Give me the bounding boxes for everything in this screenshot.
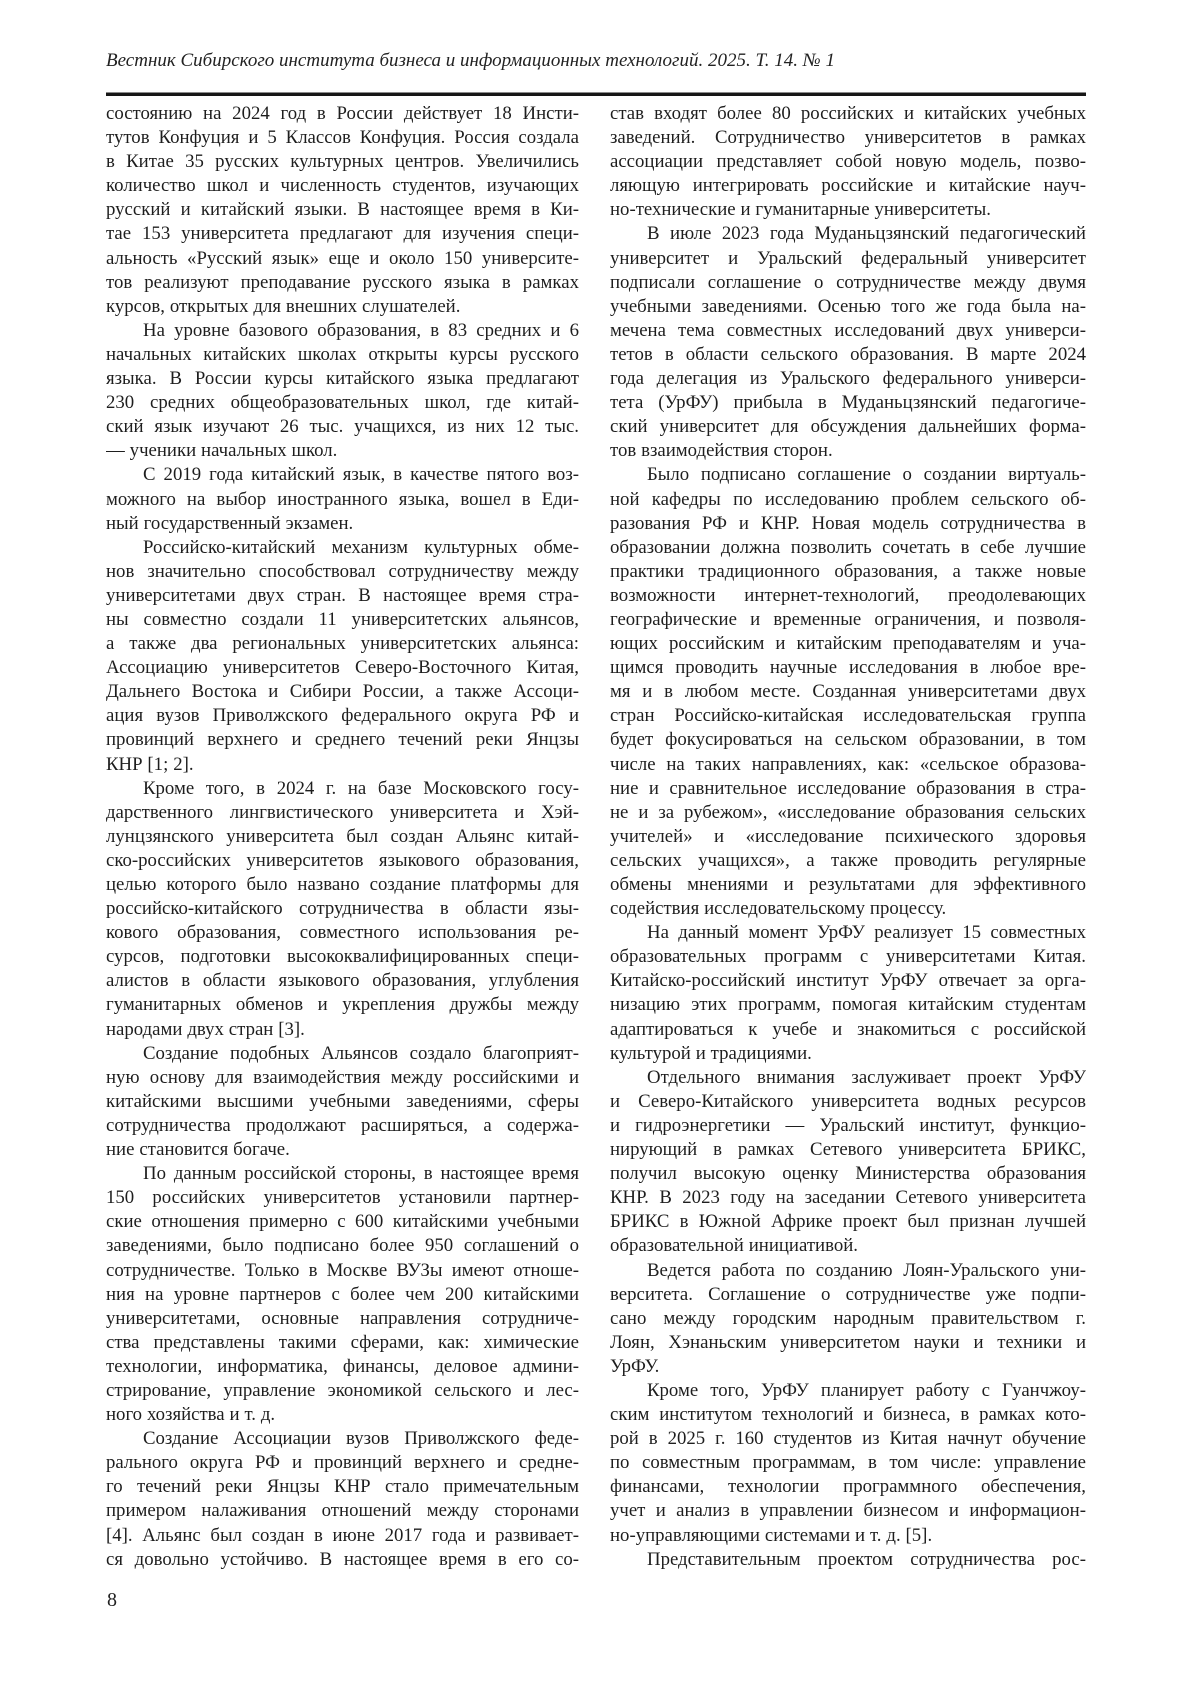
text-line: рального округа РФ и провинций верхнего и средне- bbox=[106, 1452, 579, 1474]
text-line: сотрудничества продолжают расширяться, а содержа- bbox=[106, 1114, 579, 1136]
text-line: БРИКС в Южной Африке проект был признан лучшей bbox=[610, 1211, 1086, 1233]
text-line: заведениями, было подписано более 950 соглашений о bbox=[106, 1235, 579, 1257]
header-rule bbox=[106, 92, 1086, 96]
text-line: практики традиционного образования, а также новые bbox=[610, 560, 1086, 582]
text-line: лунцзянского университета был создан Альянс китай- bbox=[106, 825, 579, 847]
text-line: 150 российских университетов установили партнер- bbox=[106, 1187, 579, 1209]
text-line: подписали соглашение о сотрудничестве между двумя bbox=[610, 271, 1086, 293]
text-line: тета (УрФУ) прибыла в Муданьцзянский педагогиче- bbox=[610, 392, 1086, 414]
text-line: начальных китайских школах открыты курсы русского bbox=[106, 343, 579, 365]
text-line: сурсов, подготовки высококвалифицированных специ- bbox=[106, 946, 579, 968]
article-body bbox=[106, 102, 1086, 1572]
text-line: В июле 2023 года Муданьцзянский педагогический bbox=[647, 223, 1086, 245]
text-line: технологии, информатика, финансы, деловое админи- bbox=[106, 1355, 579, 1377]
journal-title: Вестник Сибирского института бизнеса и информационных технологий. 2025. Т. 14. № 1 bbox=[106, 50, 835, 71]
text-line: в Китае 35 русских культурных центров. Увеличились bbox=[106, 151, 579, 173]
text-line: языка. В России курсы китайского языка предлагают bbox=[106, 368, 579, 390]
paragraph bbox=[610, 1259, 1086, 1379]
text-line: стрирование, управление экономикой сельского и лес- bbox=[106, 1379, 579, 1401]
text-line: образовательных программ с университетами Китая. bbox=[610, 946, 1086, 968]
text-line: тае 153 университета предлагают для изучения специ- bbox=[106, 223, 579, 245]
text-line: и гидроэнергетики — Уральский институт, функцио- bbox=[610, 1114, 1086, 1136]
text-line: С 2019 года китайский язык, в качестве пятого воз- bbox=[143, 464, 579, 486]
paragraph bbox=[106, 1162, 579, 1427]
text-line: не и за рубежом», «исследование образования сельских bbox=[610, 801, 1086, 823]
text-line: Кроме того, в 2024 г. на базе Московского госу- bbox=[143, 777, 579, 799]
text-line: Было подписано соглашение о создании виртуаль- bbox=[647, 464, 1086, 486]
text-line: числе на таких направлениях, как: «сельское образова- bbox=[610, 753, 1086, 775]
text-line: учебными заведениями. Осенью того же года была на- bbox=[610, 295, 1086, 317]
text-line: ны совместно создали 11 университетских альянсов, bbox=[106, 608, 579, 630]
paragraph bbox=[106, 777, 579, 1042]
text-line: ляющую интегрировать российские и китайские науч- bbox=[610, 175, 1086, 197]
text-line: ские отношения примерно с 600 китайскими учебными bbox=[106, 1211, 579, 1233]
text-line: гуманитарных обменов и укрепления дружбы между bbox=[106, 994, 579, 1016]
text-line: щимся проводить научные исследования в любое вре- bbox=[610, 657, 1086, 679]
text-line: образовании должна позволить сочетать в себе лучшие bbox=[610, 536, 1086, 558]
text-line: Ассоциацию университетов Северо-Восточного Китая, bbox=[106, 657, 579, 679]
right-column bbox=[610, 102, 1086, 1572]
text-line: ной кафедры по исследованию проблем сельского об- bbox=[610, 488, 1086, 510]
text-line: Российско-китайский механизм культурных обме- bbox=[143, 536, 579, 558]
text-line: образовательной инициативой. bbox=[610, 1235, 858, 1257]
text-line: географические и временные ограничения, и позволя- bbox=[610, 608, 1086, 630]
text-line: возможности интернет-технологий, преодолевающих bbox=[610, 584, 1086, 606]
text-line: алистов в области языкового образования, углубления bbox=[106, 970, 579, 992]
text-line: а также два региональных университетских альянса: bbox=[106, 633, 579, 655]
text-line: количество школ и численность студентов, изучающих bbox=[106, 175, 579, 197]
paragraph bbox=[610, 463, 1086, 921]
paragraph bbox=[610, 1379, 1086, 1548]
text-line: тутов Конфуция и 5 Классов Конфуция. Россия создала bbox=[106, 127, 579, 149]
text-line: содействия исследовательскому процессу. bbox=[610, 898, 947, 920]
paragraph bbox=[106, 1042, 579, 1162]
text-line: курсов, открытых для внешних слушателей. bbox=[106, 295, 461, 317]
text-line: Отдельного внимания заслуживает проект УрФУ bbox=[647, 1066, 1086, 1088]
page-footer bbox=[107, 1589, 117, 1612]
text-line: [4]. Альянс был создан в июне 2017 года и развивает- bbox=[106, 1524, 579, 1546]
text-line: ние и сравнительное исследование образования в стра- bbox=[610, 777, 1086, 799]
text-line: целью которого было названо создание платформы для bbox=[106, 874, 579, 895]
text-line: ства представлены такими сферами, как: химические bbox=[106, 1331, 579, 1353]
text-line: КНР. В 2023 году на заседании Сетевого университета bbox=[610, 1187, 1086, 1209]
page-number: 8 bbox=[107, 1589, 117, 1611]
text-line: ско-российских университетов языкового образования, bbox=[106, 849, 579, 871]
text-line: — ученики начальных школ. bbox=[106, 440, 338, 462]
text-line: альность «Русский язык» еще и около 150 университе- bbox=[106, 247, 579, 269]
text-line: года делегация из Уральского федерального универси- bbox=[610, 368, 1086, 390]
text-line: Создание подобных Альянсов создало благоприят- bbox=[143, 1042, 579, 1064]
text-line: На уровне базового образования, в 83 средних и 6 bbox=[143, 319, 579, 341]
text-line: нов значительно способствовал сотрудничеству между bbox=[106, 560, 579, 582]
text-line: го течений реки Янцзы КНР стало примечательным bbox=[106, 1476, 579, 1498]
text-line: ация вузов Приволжского федерального округа РФ и bbox=[106, 705, 579, 727]
text-line: разования РФ и КНР. Новая модель сотрудничества в bbox=[610, 512, 1086, 534]
text-line: мя и в любом месте. Созданная университетами двух bbox=[610, 681, 1086, 703]
paragraph bbox=[610, 102, 1086, 222]
text-line: ский университет для обсуждения дальнейших форма- bbox=[610, 416, 1086, 438]
paragraph bbox=[106, 1427, 579, 1572]
text-line: Создание Ассоциации вузов Приволжского феде- bbox=[143, 1428, 579, 1450]
text-line: став входят более 80 российских и китайских учебных bbox=[610, 103, 1086, 124]
text-line: низацию этих программ, помогая китайским студентам bbox=[610, 994, 1086, 1016]
text-line: сано между городским народным правительством г. bbox=[610, 1307, 1086, 1329]
text-line: сотрудничестве. Только в Москве ВУЗы имеют отноше- bbox=[106, 1259, 579, 1281]
paragraph bbox=[610, 1548, 1086, 1572]
text-line: ассоциации представляет собой новую модель, позво- bbox=[610, 151, 1086, 173]
text-line: сельских учащихся», а также проводить регулярные bbox=[610, 849, 1086, 871]
text-line: и Северо-Китайского университета водных ресурсов bbox=[610, 1090, 1086, 1112]
text-line: учет и анализ в управлении бизнесом и информацион- bbox=[610, 1500, 1086, 1522]
paragraph bbox=[610, 921, 1086, 1066]
text-line: кового образования, совместного использования ре- bbox=[106, 922, 579, 944]
text-line: УрФУ. bbox=[610, 1355, 660, 1377]
text-line: нирующий в рамках Сетевого университета БРИКС, bbox=[610, 1139, 1086, 1161]
text-line: культурой и традициями. bbox=[610, 1042, 812, 1064]
text-line: Кроме того, УрФУ планирует работу с Гуанчжоу- bbox=[647, 1379, 1086, 1401]
text-line: Лоян, Хэнаньским университетом науки и техники и bbox=[610, 1331, 1086, 1353]
text-line: КНР [1; 2]. bbox=[106, 753, 194, 775]
text-line: финансами, технологии программного обеспечения, bbox=[610, 1476, 1086, 1498]
text-line: ющих российским и китайским преподавателям и уча- bbox=[610, 633, 1086, 655]
text-line: народами двух стран [3]. bbox=[106, 1018, 305, 1040]
text-line: тов реализуют преподавание русского языка в рамках bbox=[106, 271, 579, 293]
text-line: ский язык изучают 26 тыс. учащихся, из них 12 тыс. bbox=[106, 416, 579, 438]
text-line: ную основу для взаимодействия между российскими и bbox=[106, 1066, 579, 1088]
text-line: ние становится богаче. bbox=[106, 1139, 290, 1161]
text-line: ный государственный экзамен. bbox=[106, 512, 354, 534]
text-line: Ведется работа по созданию Лоян-Уральского уни- bbox=[647, 1259, 1086, 1281]
text-line: но-управляющими системами и т. д. [5]. bbox=[610, 1524, 933, 1546]
paragraph bbox=[106, 102, 579, 319]
paragraph bbox=[610, 1066, 1086, 1259]
text-line: стран Российско-китайская исследовательская группа bbox=[610, 705, 1086, 727]
text-line: Представительным проектом сотрудничества рос- bbox=[647, 1548, 1086, 1570]
text-line: Китайско-российский институт УрФУ отвечает за орга- bbox=[610, 970, 1086, 992]
text-line: китайскими высшими учебными заведениями, сферы bbox=[106, 1090, 579, 1112]
text-line: ного хозяйства и т. д. bbox=[106, 1404, 276, 1426]
paragraph bbox=[106, 463, 579, 535]
text-line: тетов в области сельского образования. В марте 2024 bbox=[610, 343, 1086, 365]
text-line: можного на выбор иностранного языка, вошел в Еди- bbox=[106, 488, 579, 510]
paragraph bbox=[106, 319, 579, 464]
text-line: Дальнего Востока и Сибири России, а также Ассоци- bbox=[106, 681, 579, 703]
text-line: дарственного лингвистического университета и Хэй- bbox=[106, 801, 579, 823]
text-line: На данный момент УрФУ реализует 15 совместных bbox=[647, 922, 1086, 944]
text-line: университетами двух стран. В настоящее время стра- bbox=[106, 584, 579, 606]
text-line: верситета. Соглашение о сотрудничестве уже подпи- bbox=[610, 1283, 1086, 1305]
text-line: российско-китайского сотрудничества в области язы- bbox=[106, 898, 579, 920]
text-line: провинций верхнего и среднего течений реки Янцзы bbox=[106, 729, 579, 751]
text-line: тов взаимодействия сторон. bbox=[610, 440, 833, 462]
text-line: русский и китайский языки. В настоящее время в Ки- bbox=[106, 199, 579, 221]
text-line: но-технические и гуманитарные университеты. bbox=[610, 199, 991, 221]
paragraph bbox=[610, 222, 1086, 463]
text-line: заведений. Сотрудничество университетов в рамках bbox=[610, 127, 1086, 149]
text-line: будет фокусироваться на сельском образовании, в том bbox=[610, 729, 1086, 751]
left-column bbox=[106, 102, 579, 1572]
text-line: ся довольно устойчиво. В настоящее время в его со- bbox=[106, 1548, 579, 1570]
text-line: По данным российской стороны, в настоящее время bbox=[143, 1163, 579, 1185]
text-line: мечена тема совместных исследований двух универси- bbox=[610, 319, 1086, 341]
text-line: ния на уровне партнеров с более чем 200 китайскими bbox=[106, 1283, 579, 1305]
text-line: по совместным программам, в том числе: управление bbox=[610, 1452, 1086, 1474]
paragraph bbox=[106, 536, 579, 777]
text-line: адаптироваться к учебе и знакомиться с российской bbox=[610, 1018, 1086, 1040]
text-line: состоянию на 2024 год в России действует 18 Инсти- bbox=[106, 103, 579, 124]
text-line: обмены мнениями и результатами для эффективного bbox=[610, 874, 1086, 895]
text-line: примером налаживания отношений между сторонами bbox=[106, 1500, 579, 1522]
text-line: университет и Уральский федеральный университет bbox=[610, 247, 1086, 269]
text-line: рой в 2025 г. 160 студентов из Китая начнут обучение bbox=[610, 1428, 1086, 1450]
text-line: ским институтом технологий и бизнеса, в рамках кото- bbox=[610, 1404, 1086, 1426]
running-header bbox=[106, 49, 1086, 72]
text-line: университетами, основные направления сотрудниче- bbox=[106, 1307, 579, 1329]
text-line: получил высокую оценку Министерства образования bbox=[610, 1163, 1086, 1185]
text-line: 230 средних общеобразовательных школ, где китай- bbox=[106, 392, 579, 414]
text-line: учителей» и «исследование психического здоровья bbox=[610, 825, 1086, 847]
